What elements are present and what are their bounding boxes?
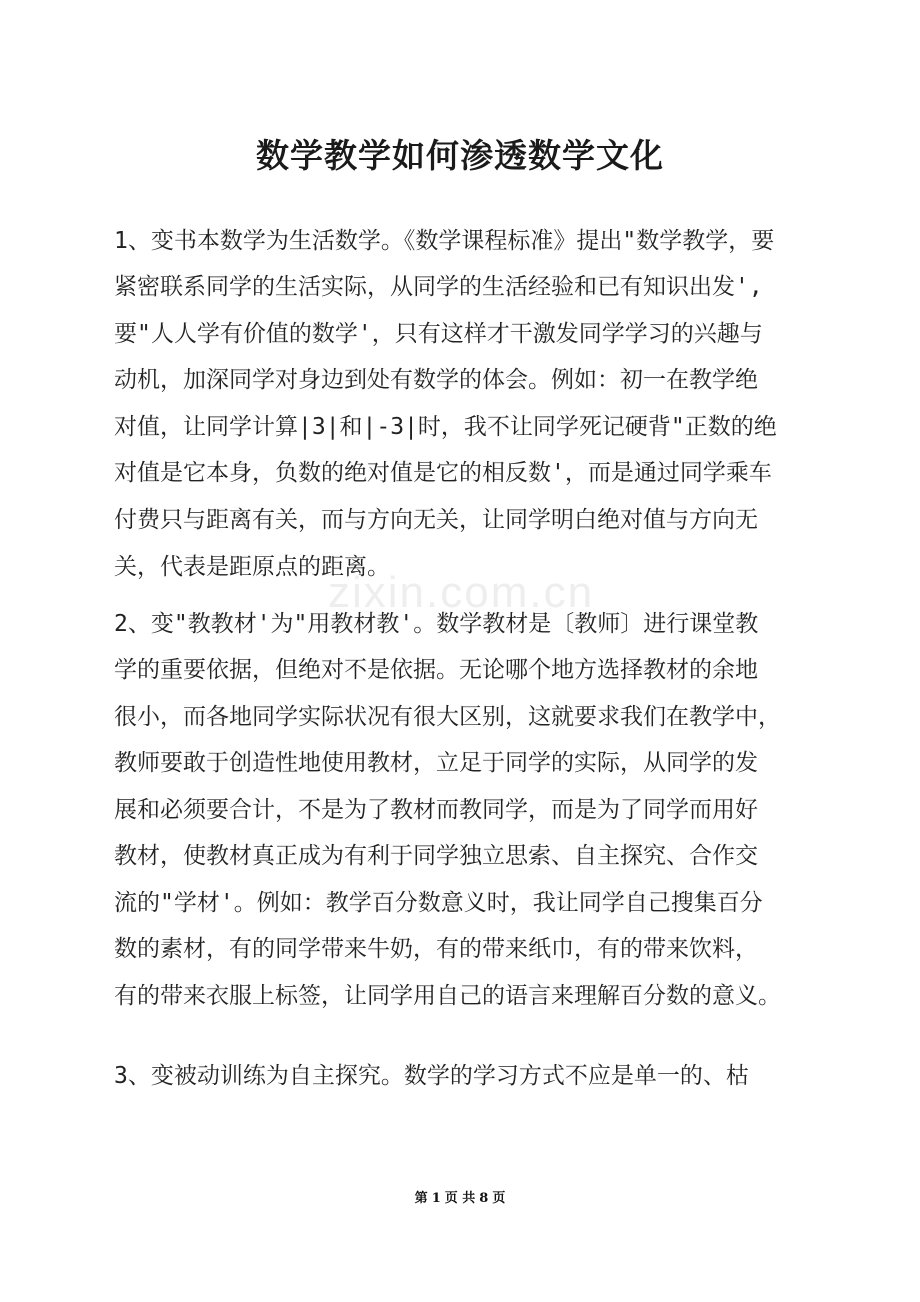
watermark: zixin.com.cn (328, 568, 595, 617)
footer-suffix: 页 (492, 1191, 506, 1206)
body-line: 关，代表是距原点的距离。 (114, 554, 390, 580)
body-line: 教师要敢于创造性地使用教材，立足于同学的实际，从同学的发 (114, 750, 758, 776)
body-line: 对值，让同学计算|3|和|-3|时，我不让同学死记硬背"正数的绝 (114, 414, 777, 440)
body-line: 数的素材，有的同学带来牛奶，有的带来纸巾，有的带来饮料， (114, 936, 758, 962)
document-title: 数学教学如何渗透数学文化 (256, 136, 664, 175)
total-pages-number: 8 (479, 1191, 489, 1206)
body-line: 对值是它本身，负数的绝对值是它的相反数'，而是通过同学乘车 (114, 460, 772, 486)
body-line: 2、变"教教材'为"用教材教'。数学教材是〔教师〕进行课堂教 (114, 611, 759, 637)
body-line: 1、变书本数学为生活数学。《数学课程标准》提出"数学教学，要 (114, 228, 775, 254)
body-line: 付费只与距离有关，而与方向无关，让同学明白绝对值与方向无 (114, 507, 758, 533)
body-line: 很小，而各地同学实际状况有很大区别，这就要求我们在教学中， (114, 704, 781, 730)
body-line: 学的重要依据，但绝对不是依据。无论哪个地方选择教材的余地 (114, 657, 758, 683)
page-footer (0, 1189, 920, 1209)
body-line: 展和必须要合计，不是为了教材而教同学，而是为了同学而用好 (114, 797, 758, 823)
footer-middle: 页 共 (444, 1191, 476, 1206)
footer-prefix: 第 (414, 1191, 428, 1206)
body-line: 紧密联系同学的生活实际，从同学的生活经验和已有知识出发', (114, 274, 763, 300)
current-page-number: 1 (431, 1191, 441, 1206)
body-line: 流的"学材'。例如：教学百分数意义时，我让同学自己搜集百分 (114, 890, 763, 916)
body-line: 3、变被动训练为自主探究。数学的学习方式不应是单一的、枯 (114, 1063, 749, 1089)
body-line: 有的带来衣服上标签，让同学用自己的语言来理解百分数的意义。 (114, 983, 781, 1009)
body-line: 教材，使教材真正成为有利于同学独立思索、自主探究、合作交 (114, 843, 758, 869)
body-line: 要"人人学有价值的数学'，只有这样才干激发同学学习的兴趣与 (114, 321, 763, 347)
body-line: 动机，加深同学对身边到处有数学的体会。例如：初一在教学绝 (114, 367, 758, 393)
